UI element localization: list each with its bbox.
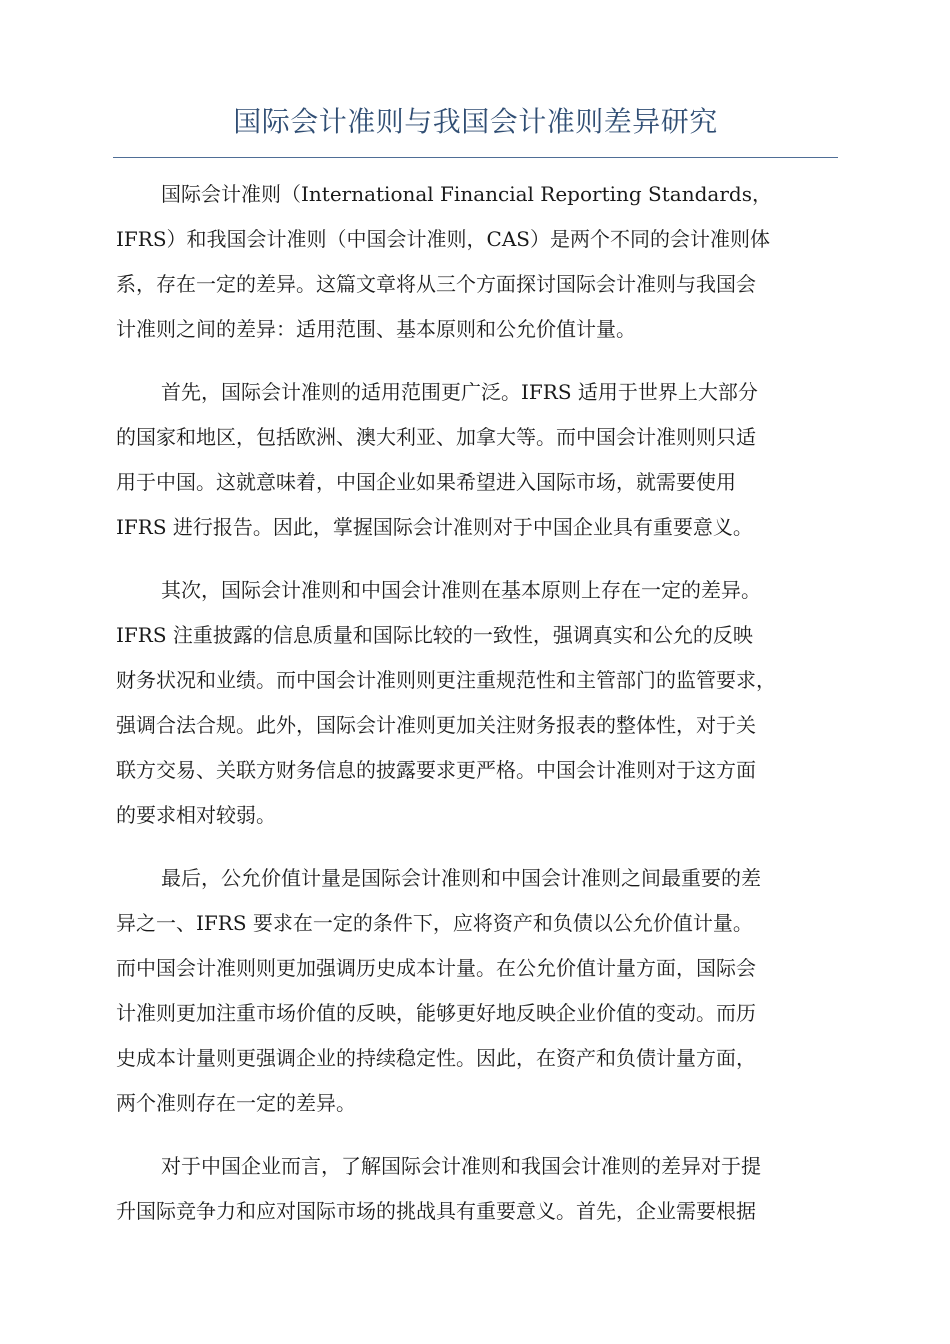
paragraph-line: 强调合法合规。此外，国际会计准则更加关注财务报表的整体性，对于关	[116, 713, 756, 737]
title-divider	[113, 157, 838, 158]
paragraph-line: 首先，国际会计准则的适用范围更广泛。IFRS 适用于世界上大部分	[161, 380, 758, 404]
paragraph-line: IFRS 进行报告。因此，掌握国际会计准则对于中国企业具有重要意义。	[116, 515, 753, 539]
paragraph-line: 异之一、IFRS 要求在一定的条件下，应将资产和负债以公允价值计量。	[116, 911, 753, 935]
paragraph-line: IFRS 注重披露的信息质量和国际比较的一致性，强调真实和公允的反映	[116, 623, 753, 647]
paragraph	[116, 370, 838, 550]
paragraph-line: IFRS）和我国会计准则（中国会计准则，CAS）是两个不同的会计准则体	[116, 227, 770, 251]
paragraph-line: 史成本计量则更强调企业的持续稳定性。因此，在资产和负债计量方面，	[116, 1046, 756, 1070]
document-title: 国际会计准则与我国会计准则差异研究	[233, 105, 718, 138]
paragraph-line: 的要求相对较弱。	[116, 803, 276, 827]
paragraph-line: 联方交易、关联方财务信息的披露要求更严格。中国会计准则对于这方面	[116, 758, 756, 782]
paragraph-line: 对于中国企业而言，了解国际会计准则和我国会计准则的差异对于提	[161, 1154, 761, 1178]
paragraph-line: 的国家和地区，包括欧洲、澳大利亚、加拿大等。而中国会计准则则只适	[116, 425, 756, 449]
paragraph-line: 系，存在一定的差异。这篇文章将从三个方面探讨国际会计准则与我国会	[116, 272, 756, 296]
paragraph	[116, 172, 838, 352]
paragraph-line: 而中国会计准则则更加强调历史成本计量。在公允价值计量方面，国际会	[116, 956, 756, 980]
paragraph-line: 用于中国。这就意味着，中国企业如果希望进入国际市场，就需要使用	[116, 470, 736, 494]
paragraph-line: 国际会计准则（International Financial Reporting Standards，	[161, 182, 772, 206]
paragraph-line: 最后，公允价值计量是国际会计准则和中国会计准则之间最重要的差	[161, 866, 761, 890]
paragraph	[116, 856, 838, 1126]
paragraph-line: 计准则之间的差异：适用范围、基本原则和公允价值计量。	[116, 317, 636, 341]
paragraph-line: 财务状况和业绩。而中国会计准则则更注重规范性和主管部门的监管要求，	[116, 668, 776, 692]
paragraph-line: 计准则更加注重市场价值的反映，能够更好地反映企业价值的变动。而历	[116, 1001, 756, 1025]
paragraph-line: 升国际竞争力和应对国际市场的挑战具有重要意义。首先，企业需要根据	[116, 1199, 756, 1223]
paragraph	[116, 1144, 838, 1234]
paragraph	[116, 568, 838, 838]
paragraph-line: 两个准则存在一定的差异。	[116, 1091, 356, 1115]
document-body	[116, 172, 838, 1252]
paragraph-line: 其次，国际会计准则和中国会计准则在基本原则上存在一定的差异。	[161, 578, 761, 602]
